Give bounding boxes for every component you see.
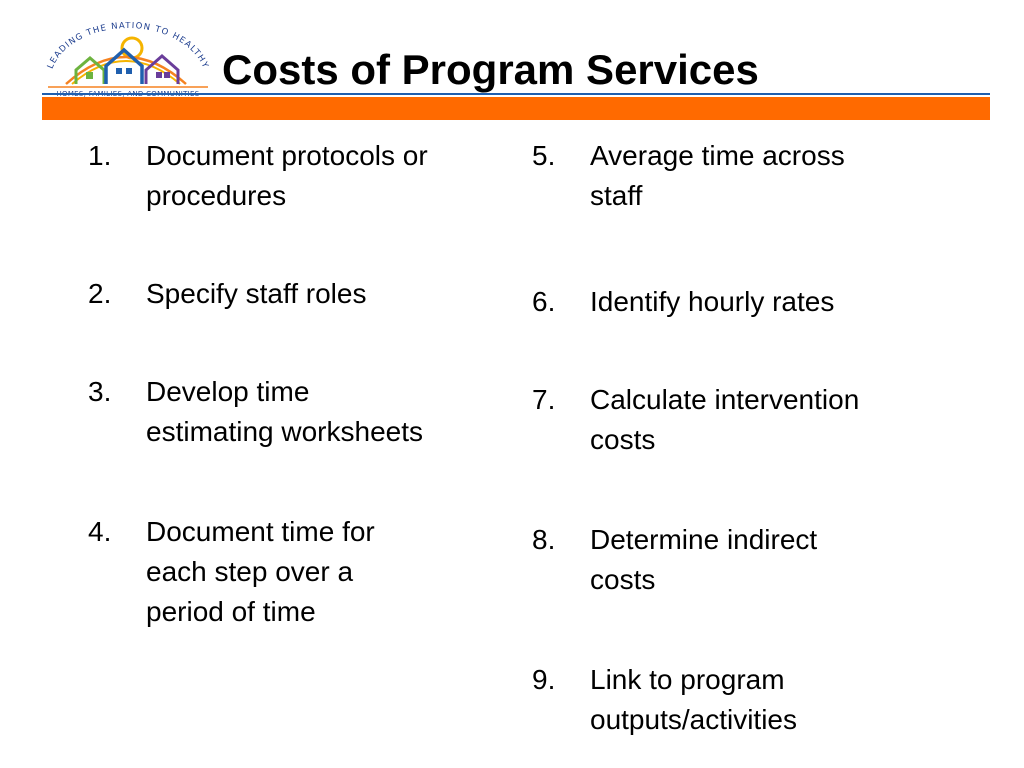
step-text: Specify staff roles <box>146 278 367 309</box>
step-number: 1. <box>88 140 112 171</box>
step-text: Determine indirect costs <box>590 524 818 595</box>
step-text: Average time across staff <box>590 140 845 211</box>
step-number: 7. <box>532 384 556 415</box>
step-number: 4. <box>88 516 112 547</box>
step-text: Develop time estimating worksheets <box>146 376 424 447</box>
logo-graphic <box>36 22 216 102</box>
title-rule-orange <box>42 97 990 120</box>
step-number: 5. <box>532 140 556 171</box>
logo-arc-text: LEADING THE NATION TO HEALTHY <box>45 22 211 71</box>
logo <box>36 22 216 102</box>
step-number: 9. <box>532 664 556 695</box>
page-title: Costs of Program Services <box>222 46 759 93</box>
step-text: Document time for each step over a period of time <box>146 516 375 627</box>
step-text: Document protocols or procedures <box>146 140 428 211</box>
step-number: 2. <box>88 278 112 309</box>
step-text: Identify hourly rates <box>590 286 835 317</box>
step-text: Calculate intervention costs <box>590 384 860 455</box>
step-number: 3. <box>88 376 112 407</box>
title-rule-blue <box>42 93 990 95</box>
step-text: Link to program outputs/activities <box>590 664 797 735</box>
step-number: 8. <box>532 524 556 555</box>
step-number: 6. <box>532 286 556 317</box>
